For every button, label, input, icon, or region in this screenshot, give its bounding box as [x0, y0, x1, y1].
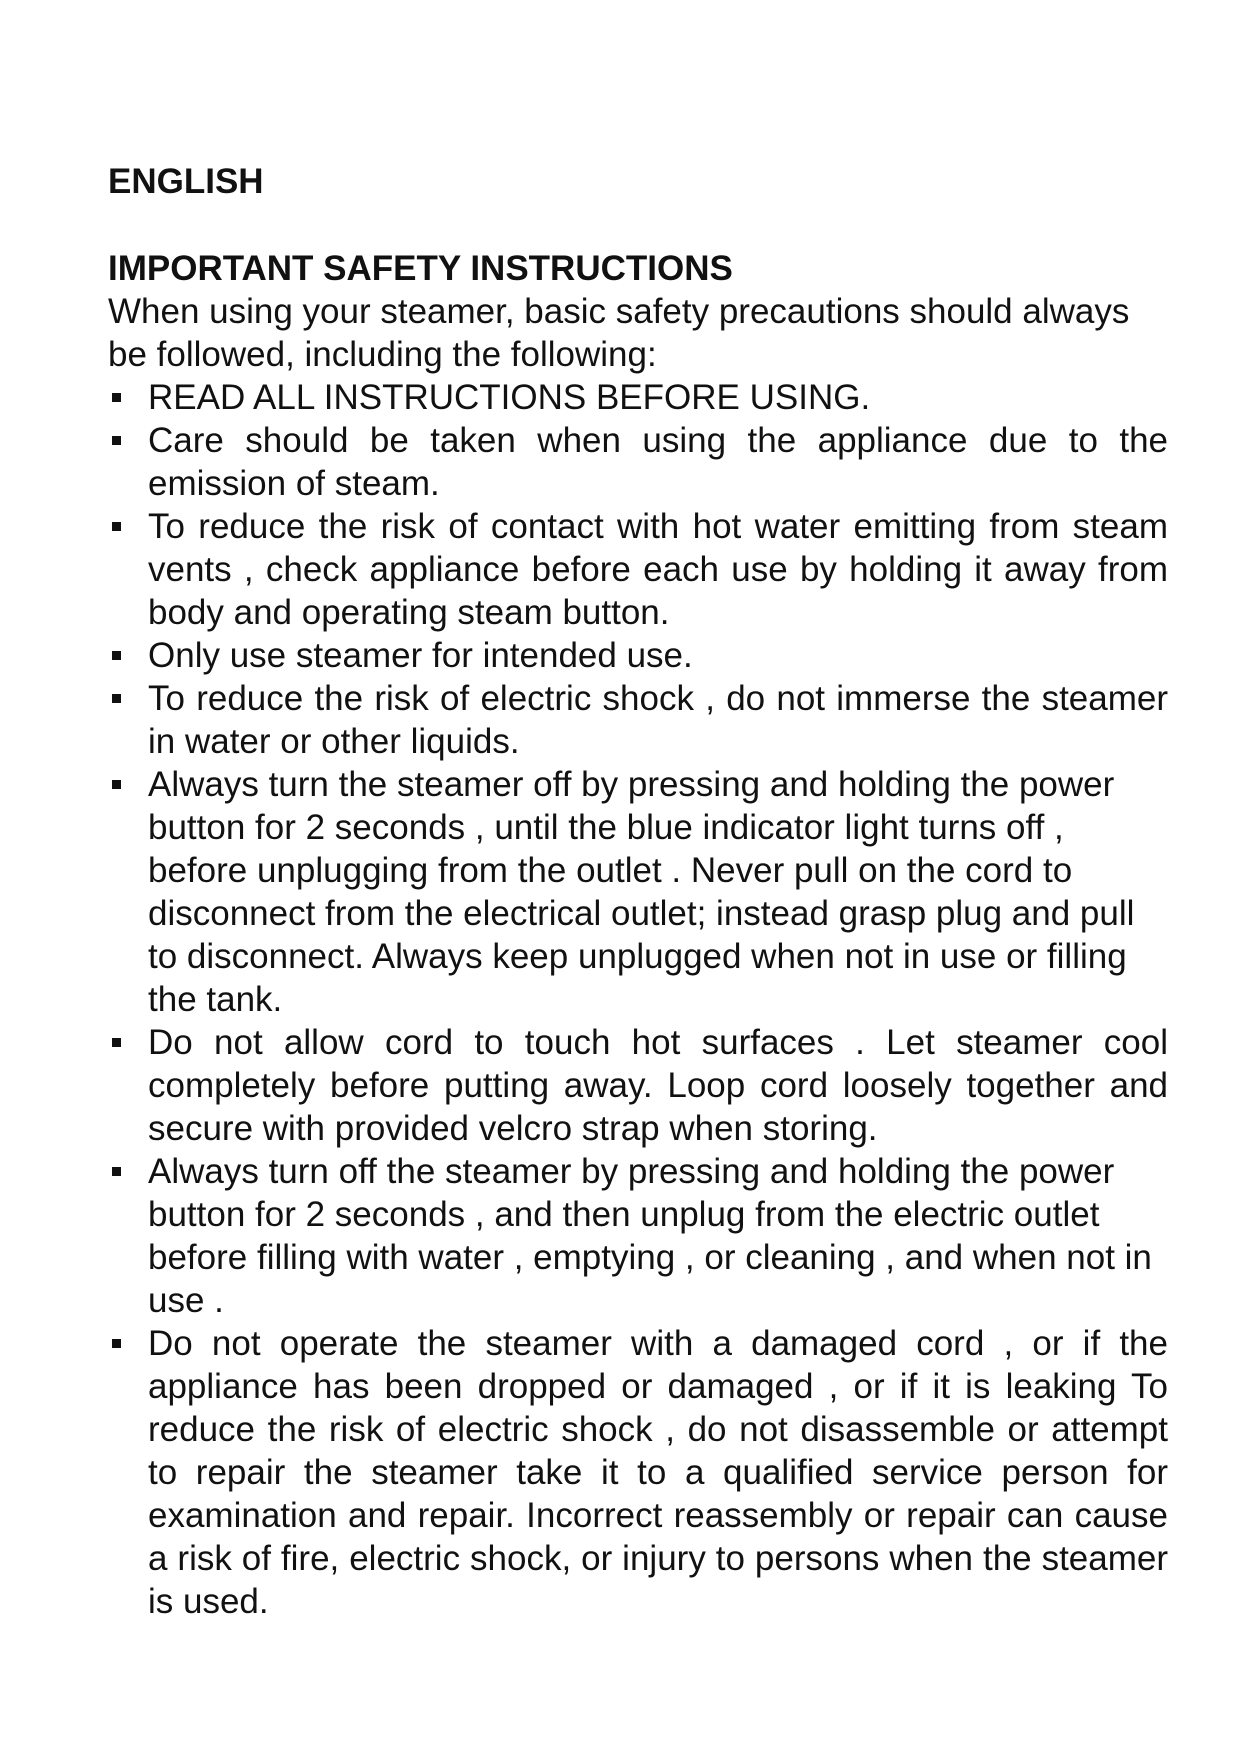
list-item-text: Care should be taken when using the appliance due to the emission of steam.	[148, 421, 1168, 503]
list-item-text: Always turn off the steamer by pressing and holding the power button for 2 seconds , and then unplug from the electric outlet before filling with water , emptying , or cleaning , and when not in use .	[148, 1152, 1152, 1320]
list-item-text: READ ALL INSTRUCTIONS BEFORE USING.	[148, 378, 871, 417]
list-item-text: Do not allow cord to touch hot surfaces . Let steamer cool completely before putting away. Loop cord loosely together and secure with provided velcro strap when storing.	[148, 1023, 1168, 1148]
list-item	[108, 419, 1168, 505]
square-bullet-icon	[112, 651, 121, 660]
list-item	[108, 634, 1168, 677]
list-item-text: Always turn the steamer off by pressing and holding the power button for 2 seconds , until the blue indicator light turns off , before unplugging from the outlet . Never pull on the cord to disconnect from the electrical outlet; instead grasp plug and pull to disconnect. Always keep unplugged when not in use or filling the tank.	[148, 765, 1135, 1019]
square-bullet-icon	[112, 436, 121, 445]
square-bullet-icon	[112, 694, 121, 703]
square-bullet-icon	[112, 1038, 121, 1047]
square-bullet-icon	[112, 522, 121, 531]
language-label: ENGLISH	[108, 162, 264, 201]
document-page	[108, 160, 1168, 1623]
intro-paragraph: When using your steamer, basic safety precautions should always be followed, including the following:	[108, 292, 1130, 374]
list-item-text: Only use steamer for intended use.	[148, 636, 693, 675]
section-title: IMPORTANT SAFETY INSTRUCTIONS	[108, 249, 733, 288]
list-item	[108, 677, 1168, 763]
list-item	[108, 1150, 1168, 1322]
safety-instructions-list	[108, 376, 1168, 1623]
square-bullet-icon	[112, 1339, 121, 1348]
list-item	[108, 1322, 1168, 1623]
list-item	[108, 1021, 1168, 1150]
square-bullet-icon	[112, 393, 121, 402]
square-bullet-icon	[112, 1167, 121, 1176]
list-item-text: Do not operate the steamer with a damaged cord , or if the appliance has been dropped or damaged , or if it is leaking To reduce the risk of electric shock , do not disassemble or attempt to repair the steamer take it to a qualified service person for examination and repair. Incorrect reassembly or repair can cause a risk of fire, electric shock, or injury to persons when the steamer is used.	[148, 1324, 1168, 1621]
list-item	[108, 505, 1168, 634]
list-item	[108, 763, 1168, 1021]
list-item-text: To reduce the risk of electric shock , do not immerse the steamer in water or other liquids.	[148, 679, 1168, 761]
list-item	[108, 376, 1168, 419]
list-item-text: To reduce the risk of contact with hot water emitting from steam vents , check appliance before each use by holding it away from body and operating steam button.	[148, 507, 1168, 632]
square-bullet-icon	[112, 780, 121, 789]
